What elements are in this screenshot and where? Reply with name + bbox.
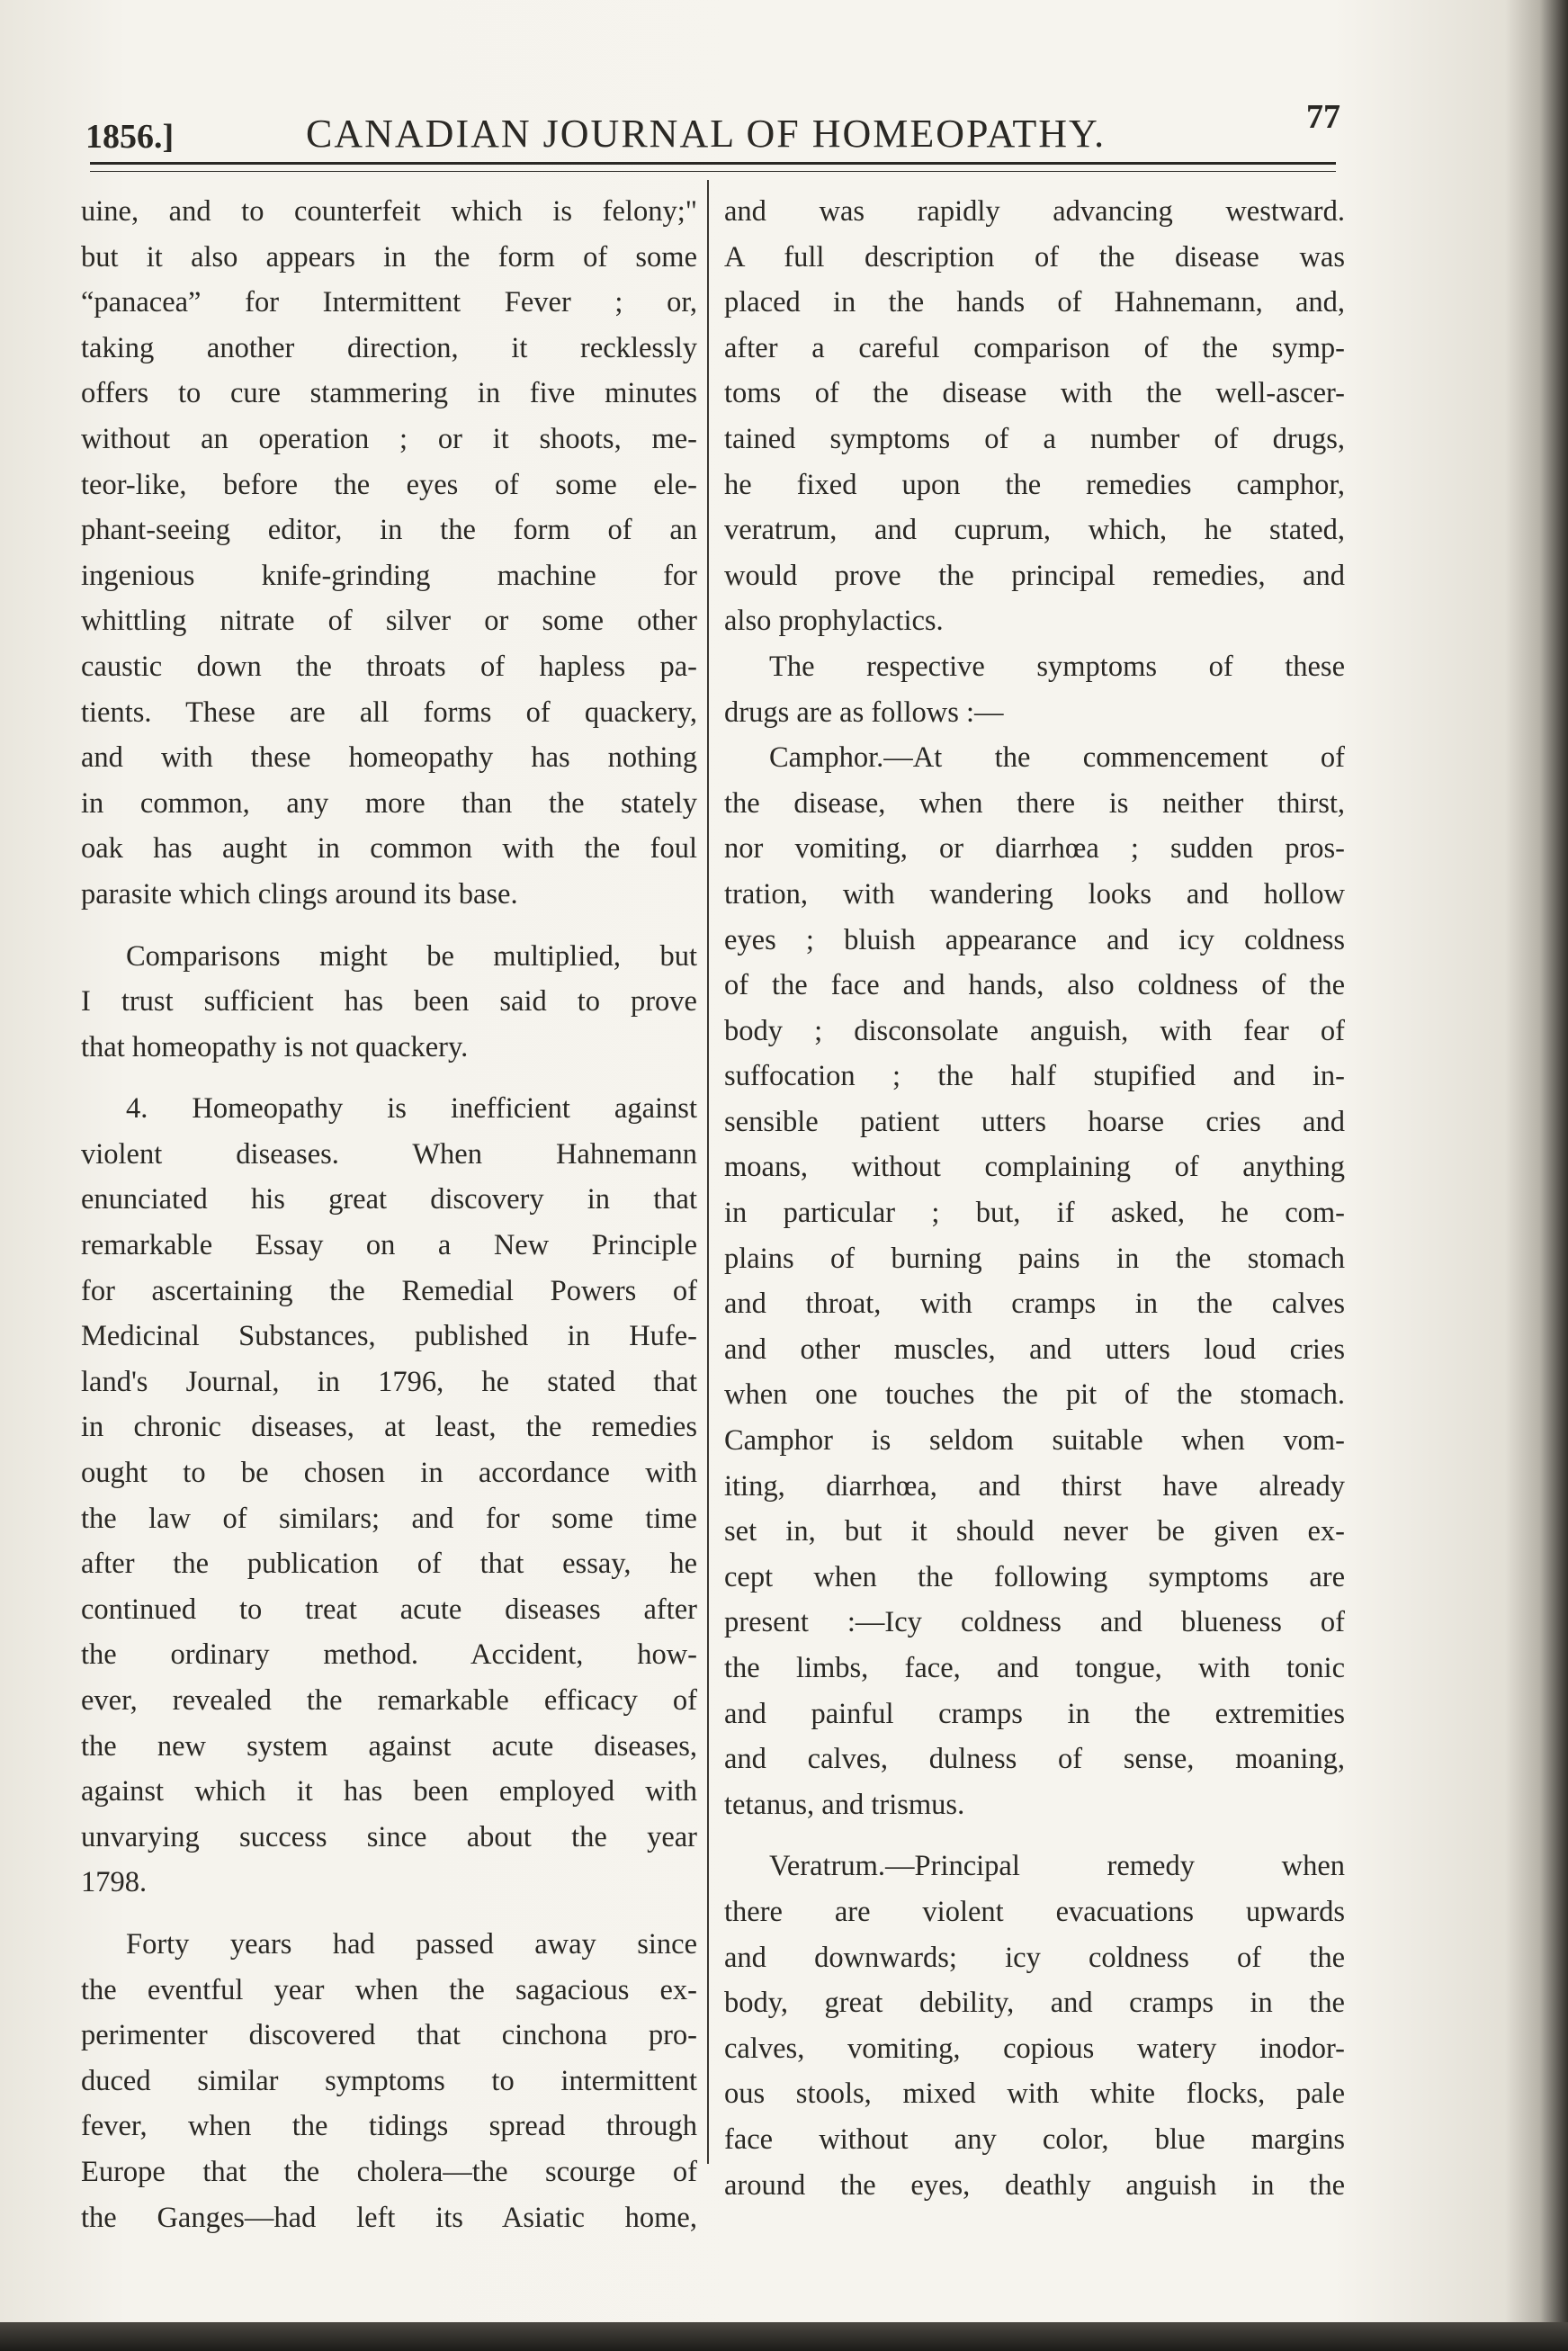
- text-line: the ordinary method. Accident, how-: [81, 1638, 697, 1672]
- text-line: Europe that the cholera—the scourge of: [81, 2155, 697, 2188]
- text-line: land's Journal, in 1796, he stated that: [81, 1365, 697, 1398]
- text-line: continued to treat acute diseases after: [81, 1593, 697, 1626]
- text-line: the Ganges—had left its Asiatic home,: [81, 2201, 697, 2234]
- text-line: the limbs, face, and tongue, with tonic: [724, 1652, 1345, 1684]
- text-line: toms of the disease with the well-ascer-: [724, 377, 1345, 410]
- text-line: there are violent evacuations upwards: [724, 1895, 1345, 1928]
- text-line: Veratrum.—Principal remedy when: [769, 1850, 1345, 1883]
- text-line: when one touches the pit of the stomach.: [724, 1378, 1345, 1412]
- paragraph-gap: [81, 1906, 697, 1922]
- text-line: also prophylactics.: [724, 605, 944, 638]
- text-line: present :—Icy coldness and blueness of: [724, 1606, 1345, 1639]
- text-line: Comparisons might be multiplied, but: [126, 939, 697, 973]
- left-column: [81, 189, 697, 2240]
- text-line: nor vomiting, or diarrhœa ; sudden pros-: [724, 832, 1345, 866]
- text-line: offers to cure stammering in five minutes: [81, 377, 697, 410]
- text-line: and downwards; icy coldness of the: [724, 1941, 1345, 1974]
- text-line: 1798.: [81, 1866, 148, 1899]
- running-header: [85, 97, 1340, 160]
- text-line: iting, diarrhœa, and thirst have already: [724, 1469, 1345, 1503]
- header-rule-thick: [90, 162, 1336, 165]
- header-year: 1856.]: [85, 118, 175, 156]
- text-line: and other muscles, and utters loud cries: [724, 1333, 1345, 1366]
- text-line: tetanus, and trismus.: [724, 1788, 965, 1821]
- text-line: uine, and to counterfeit which is felony;": [81, 195, 697, 228]
- text-line: without an operation ; or it shoots, me-: [81, 422, 697, 455]
- text-line: ous stools, mixed with white flocks, pale: [724, 2077, 1345, 2111]
- text-line: around the eyes, deathly anguish in the: [724, 2168, 1345, 2202]
- text-line: and painful cramps in the extremities: [724, 1697, 1345, 1730]
- text-line: ought to be chosen in accordance with: [81, 1457, 697, 1490]
- text-line: ingenious knife-grinding machine for: [81, 559, 697, 592]
- text-line: plains of burning pains in the stomach: [724, 1242, 1345, 1275]
- text-line: I trust sufficient has been said to prove: [81, 985, 697, 1018]
- text-line: in particular ; but, if asked, he com-: [724, 1197, 1345, 1230]
- paragraph-gap: [724, 1827, 1345, 1844]
- text-line: remarkable Essay on a New Principle: [81, 1229, 697, 1262]
- text-line: set in, but it should never be given ex-: [724, 1515, 1345, 1548]
- text-line: would prove the principal remedies, and: [724, 559, 1345, 592]
- paragraph-gap: [81, 918, 697, 934]
- text-line: placed in the hands of Hahnemann, and,: [724, 286, 1345, 319]
- text-line: for ascertaining the Remedial Powers of: [81, 1274, 697, 1307]
- text-line: fever, when the tidings spread through: [81, 2110, 697, 2143]
- text-line: drugs are as follows :—: [724, 695, 1004, 729]
- header-rule-thin: [90, 171, 1336, 172]
- text-line: perimenter discovered that cinchona pro-: [81, 2019, 697, 2052]
- text-line: taking another direction, it recklessly: [81, 331, 697, 364]
- text-line: and throat, with cramps in the calves: [724, 1288, 1345, 1321]
- text-line: veratrum, and cuprum, which, he stated,: [724, 514, 1345, 547]
- text-line: moans, without complaining of anything: [724, 1151, 1345, 1184]
- text-line: Medicinal Substances, published in Hufe-: [81, 1320, 697, 1353]
- text-line: that homeopathy is not quackery.: [81, 1030, 469, 1063]
- text-line: the disease, when there is neither thirst,: [724, 786, 1345, 820]
- text-line: The respective symptoms of these: [769, 650, 1345, 683]
- paragraph-gap: [81, 1070, 697, 1086]
- column-text: [81, 189, 697, 2240]
- text-line: body ; disconsolate anguish, with fear of: [724, 1014, 1345, 1047]
- text-line: violent diseases. When Hahnemann: [81, 1137, 697, 1171]
- text-line: and with these homeopathy has nothing: [81, 741, 697, 775]
- text-line: and calves, dulness of sense, moaning,: [724, 1743, 1345, 1776]
- text-line: in chronic diseases, at least, the remedies: [81, 1411, 697, 1444]
- text-line: calves, vomiting, copious watery inodor-: [724, 2032, 1345, 2065]
- text-line: the law of similars; and for some time: [81, 1502, 697, 1535]
- text-line: sensible patient utters hoarse cries and: [724, 1105, 1345, 1138]
- text-line: ever, revealed the remarkable efficacy of: [81, 1684, 697, 1717]
- text-line: parasite which clings around its base.: [81, 877, 518, 911]
- text-line: but it also appears in the form of some: [81, 240, 697, 274]
- text-line: the new system against acute diseases,: [81, 1729, 697, 1763]
- text-line: caustic down the throats of hapless pa-: [81, 650, 697, 683]
- text-line: he fixed upon the remedies camphor,: [724, 468, 1345, 501]
- column-text: [724, 189, 1345, 2208]
- text-line: A full description of the disease was: [724, 240, 1345, 274]
- text-line: Camphor is seldom suitable when vom-: [724, 1424, 1345, 1458]
- text-line: phant-seeing editor, in the form of an: [81, 514, 697, 547]
- text-line: duced similar symptoms to intermittent: [81, 2064, 697, 2097]
- text-line: “panacea” for Intermittent Fever ; or,: [81, 286, 697, 319]
- right-column: [724, 189, 1345, 2208]
- text-line: in common, any more than the stately: [81, 786, 697, 820]
- text-line: eyes ; bluish appearance and icy coldness: [724, 923, 1345, 956]
- text-line: unvarying success since about the year: [81, 1820, 697, 1853]
- text-line: tients. These are all forms of quackery,: [81, 695, 697, 729]
- text-line: against which it has been employed with: [81, 1775, 697, 1808]
- page-number: 77: [1306, 98, 1340, 136]
- column-divider: [707, 180, 709, 2164]
- binding-shadow: [1505, 0, 1568, 2351]
- scan-edge: [0, 2322, 1568, 2351]
- text-line: of the face and hands, also coldness of the: [724, 969, 1345, 1002]
- text-line: teor-like, before the eyes of some ele-: [81, 468, 697, 501]
- text-line: after the publication of that essay, he: [81, 1548, 697, 1581]
- text-line: whittling nitrate of silver or some other: [81, 605, 697, 638]
- text-line: tration, with wandering looks and hollow: [724, 877, 1345, 911]
- text-line: tained symptoms of a number of drugs,: [724, 422, 1345, 455]
- text-line: the eventful year when the sagacious ex-: [81, 1973, 697, 2006]
- text-line: Camphor.—At the commencement of: [769, 741, 1345, 775]
- text-line: suffocation ; the half stupified and in-: [724, 1060, 1345, 1093]
- text-line: after a careful comparison of the symp-: [724, 331, 1345, 364]
- text-line: oak has aught in common with the foul: [81, 832, 697, 866]
- text-line: cept when the following symptoms are: [724, 1560, 1345, 1593]
- text-line: 4. Homeopathy is inefficient against: [126, 1092, 697, 1126]
- text-line: enunciated his great discovery in that: [81, 1183, 697, 1216]
- text-line: Forty years had passed away since: [126, 1927, 697, 1961]
- text-line: face without any color, blue margins: [724, 2122, 1345, 2156]
- journal-title: CANADIAN JOURNAL OF HOMEOPATHY.: [306, 112, 1107, 156]
- text-line: body, great debility, and cramps in the: [724, 1987, 1345, 2020]
- text-line: and was rapidly advancing westward.: [724, 195, 1345, 228]
